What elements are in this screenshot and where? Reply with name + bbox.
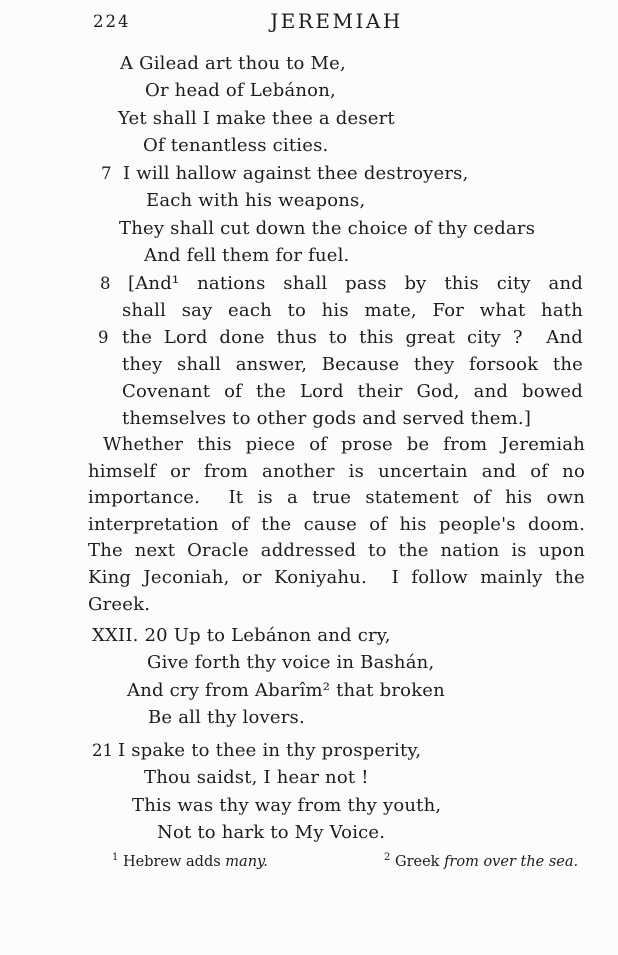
prose-line: Greek.	[88, 593, 151, 615]
verse-line: XXII. 20 Up to Lebánon and cry,	[92, 625, 391, 646]
verse-line: A Gilead art thou to Me,	[120, 53, 346, 74]
page-number: 224	[93, 12, 131, 31]
verse-number-9: 9	[98, 328, 109, 347]
stanza-xxii-20	[0, 622, 618, 732]
verse-line: [And¹ nations shall pass by this city and	[128, 273, 583, 294]
verse-line: shall say each to his mate, For what hath	[122, 300, 583, 321]
verse-line: And cry from Abarîm² that broken	[127, 679, 445, 701]
prose-line: Whether this piece of prose be from Jeremiah	[103, 434, 585, 455]
verse-number-21: 21	[92, 741, 113, 760]
verse-line: Of tenantless cities.	[143, 135, 329, 157]
footnote-italic-text: from over the sea.	[444, 854, 579, 870]
verse-line: the Lord done thus to this great city ? And	[122, 327, 583, 348]
running-header-title: JEREMIAH	[270, 9, 403, 33]
verse-line: themselves to other gods and served them.]	[122, 408, 532, 429]
verse-number-7: 7	[101, 164, 112, 183]
verse-line: They shall cut down the choice of thy cedars	[119, 217, 536, 239]
verse-line: Thou saidst, I hear not !	[144, 767, 369, 789]
footnote-marker: 1	[112, 852, 119, 864]
prose-line: interpretation of the cause of his people's doom.	[88, 513, 585, 535]
verse-line: I will hallow against thee destroyers,	[123, 163, 469, 184]
footnote-text: Greek	[394, 854, 445, 870]
verse-line: Give forth thy voice in Bashán,	[147, 652, 435, 674]
stanza-verse-21	[0, 737, 618, 847]
footnote-marker: 2	[384, 852, 391, 864]
footnote-1	[112, 852, 268, 872]
verse-line: And fell them for fuel.	[144, 245, 350, 267]
verse-line: Or head of Lebánon,	[145, 80, 336, 102]
verse-line: Not to hark to My Voice.	[157, 822, 386, 844]
prose-line: importance. It is a true statement of his own	[88, 487, 585, 509]
verse-number-8: 8	[100, 274, 111, 293]
bracket-verses-8-9	[0, 270, 618, 432]
verse-line: they shall answer, Because they forsook the	[122, 354, 583, 375]
footnote-italic-text: many.	[225, 854, 268, 870]
verse-line: Yet shall I make thee a desert	[118, 107, 395, 129]
verse-line: Be all thy lovers.	[148, 707, 305, 729]
prose-line: King Jeconiah, or Koniyahu. I follow mainly the	[88, 566, 585, 588]
footnote-text: Hebrew adds	[122, 854, 226, 870]
footnote-2	[384, 852, 578, 872]
prose-line: himself or from another is uncertain and of no	[88, 460, 585, 482]
prose-line: The next Oracle addressed to the nation is upon	[88, 540, 585, 562]
verse-line: I spake to thee in thy prosperity,	[118, 740, 422, 761]
verse-line: Covenant of the Lord their God, and bowed	[122, 381, 583, 402]
stanza-gilead	[0, 50, 618, 160]
stanza-verse-7	[0, 160, 618, 270]
verse-line: Each with his weapons,	[146, 190, 366, 212]
commentary-paragraph	[0, 432, 618, 618]
verse-line: This was thy way from thy youth,	[132, 794, 442, 816]
